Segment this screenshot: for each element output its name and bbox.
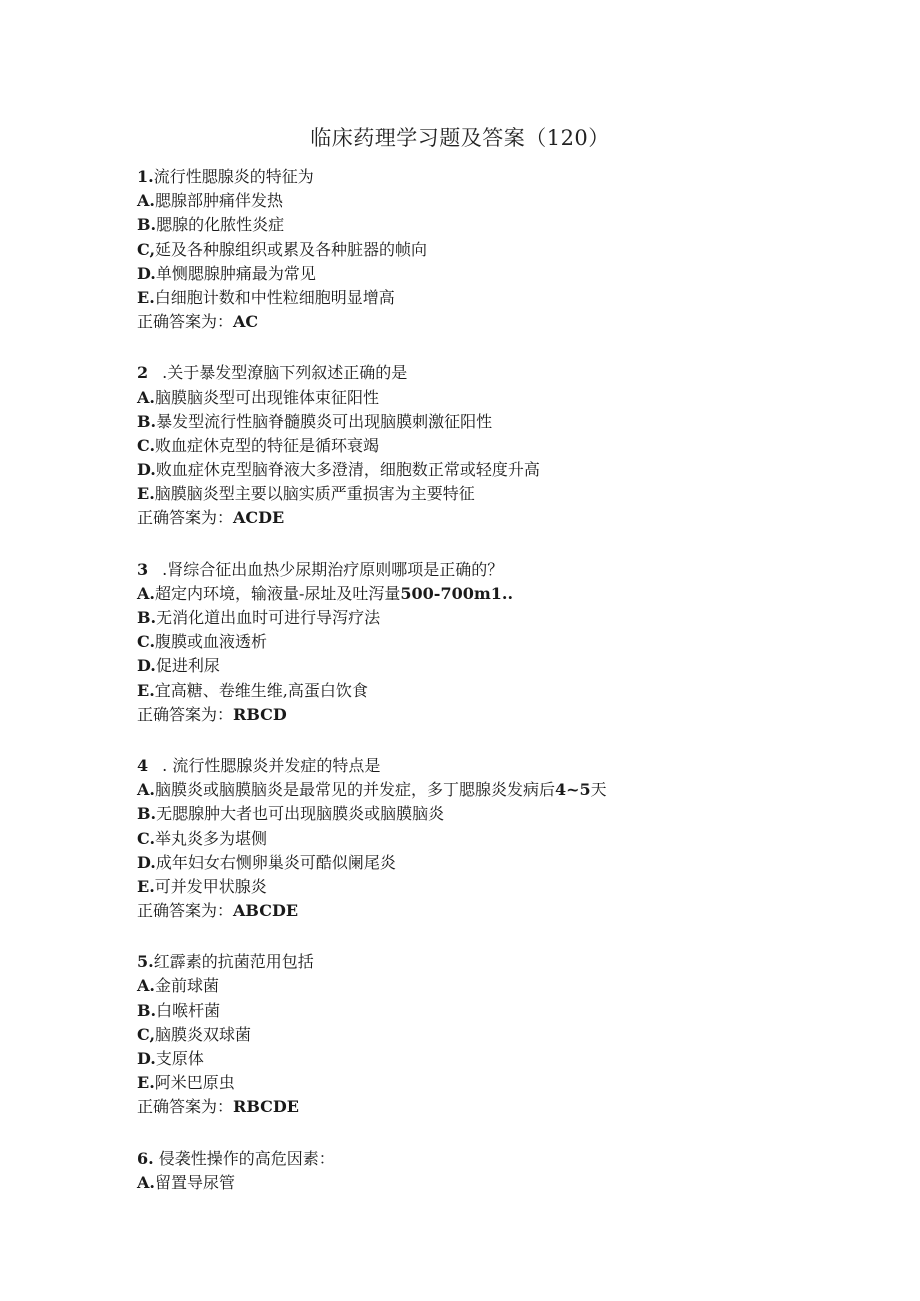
- question-stem: [137, 165, 837, 189]
- option-a: [137, 974, 837, 998]
- option-d: [137, 851, 837, 875]
- option-text: 脑膜炎双球菌: [155, 1024, 252, 1044]
- option-e: [137, 1071, 837, 1095]
- question-stem: [137, 361, 837, 385]
- option-b: [137, 606, 837, 630]
- option-e: [137, 482, 837, 506]
- question-1: [137, 165, 837, 334]
- question-stem: [137, 1147, 837, 1171]
- option-text: 宜高糖、卷维生维,高蛋白饮食: [154, 680, 368, 700]
- option-text: 促进利尿: [155, 656, 220, 676]
- option-text: 留置导尿管: [154, 1172, 235, 1192]
- option-letter: D.: [137, 263, 156, 283]
- option-text: 腹膜或血液透析: [155, 632, 268, 652]
- answer-label: 正确答案为：: [137, 901, 234, 921]
- answer-label: 正确答案为：: [137, 312, 234, 332]
- option-letter: A.: [137, 583, 155, 603]
- option-text: 败血症休克型脑脊液大多澄清，细胞数正常或轻度升高: [155, 460, 540, 480]
- option-c: [137, 1023, 837, 1047]
- answer-line: [137, 310, 837, 334]
- answer-line: [137, 899, 837, 923]
- option-text: 无消化道出血时可进行导泻疗法: [156, 608, 381, 627]
- question-text: 流行性腮腺炎的特征为: [153, 167, 314, 186]
- option-b: [137, 999, 837, 1023]
- question-text: .肾综合征出血热少尿期治疗原则哪项是正确的？: [162, 559, 504, 579]
- answer-line: [137, 506, 837, 530]
- option-b: [137, 802, 837, 826]
- option-letter: A.: [137, 387, 155, 407]
- option-a: [137, 189, 837, 213]
- option-text-tail: 天: [590, 780, 607, 800]
- option-text: 无腮腺肿大者也可出现脑膜炎或脑膜脑炎: [156, 804, 445, 824]
- answer-label: 正确答案为：: [137, 704, 234, 724]
- option-letter: A.: [137, 780, 155, 800]
- option-letter: C,: [137, 239, 156, 259]
- question-number: 5.: [137, 952, 154, 972]
- question-number: 4: [137, 755, 149, 775]
- question-text: 红霹素的抗菌范用包括: [153, 952, 314, 972]
- question-6: [137, 1147, 837, 1195]
- option-a: [137, 1171, 837, 1195]
- answer-line: [137, 1095, 837, 1119]
- option-letter: B.: [137, 1000, 157, 1020]
- option-c: [137, 630, 837, 654]
- option-text-suffix: 4~5: [555, 780, 591, 800]
- option-letter: B.: [137, 608, 157, 627]
- option-e: [137, 679, 837, 703]
- option-d: [137, 458, 837, 482]
- option-letter: A.: [137, 976, 155, 996]
- option-text-suffix: 500-700m1..: [400, 583, 514, 603]
- option-letter: D.: [137, 656, 156, 676]
- option-text: 腮腺部肿痛伴发热: [154, 191, 283, 211]
- question-text: .关于暴发型潦脑下列叙述正确的是: [162, 363, 408, 383]
- option-text: 延及各种腺组织或累及各种脏器的帧向: [155, 239, 428, 259]
- question-number: 2: [137, 363, 149, 383]
- option-d: [137, 262, 837, 286]
- option-letter: E.: [137, 287, 155, 307]
- option-letter: D.: [137, 460, 156, 480]
- answer-value: RBCDE: [233, 1097, 299, 1117]
- answer-value: RBCD: [233, 704, 287, 724]
- option-e: [137, 286, 837, 310]
- option-letter: E.: [137, 876, 155, 896]
- option-letter: B.: [137, 411, 157, 431]
- option-text: 可并发甲状腺炎: [154, 876, 267, 896]
- question-number: 1.: [137, 167, 154, 186]
- answer-label: 正确答案为：: [137, 1097, 234, 1117]
- answer-value: AC: [233, 312, 259, 332]
- question-text: . 流行性腮腺炎并发症的特点是: [162, 755, 381, 775]
- page-title: 临床药理学习题及答案（120）: [310, 126, 610, 150]
- option-text: 白喉杆菌: [156, 1000, 221, 1020]
- option-text: 脑膜炎或脑膜脑炎是最常见的并发症，多丁腮腺炎发病后: [154, 780, 555, 800]
- answer-label: 正确答案为：: [137, 508, 234, 528]
- option-letter: A.: [137, 1172, 155, 1192]
- question-5: [137, 950, 837, 1119]
- answer-line: [137, 703, 837, 727]
- option-letter: E.: [137, 680, 155, 700]
- option-text: 白细胞计数和中性粒细胞明显增高: [154, 287, 395, 307]
- option-b: [137, 410, 837, 434]
- option-text: 败血症休克型的特征是循环衰竭: [155, 435, 380, 455]
- option-letter: C,: [137, 1024, 156, 1044]
- option-letter: C.: [137, 632, 156, 652]
- option-letter: A.: [137, 191, 155, 211]
- question-text: 侵袭性操作的高危因素：: [153, 1148, 335, 1168]
- question-stem: [137, 558, 837, 582]
- option-letter: D.: [137, 1049, 156, 1068]
- option-c: [137, 434, 837, 458]
- option-text: 暴发型流行性脑脊髓膜炎可出现脑膜刺激征阳性: [156, 411, 493, 431]
- option-letter: B.: [137, 215, 157, 235]
- option-text: 金前球菌: [154, 976, 219, 996]
- option-d: [137, 654, 837, 678]
- option-c: [137, 238, 837, 262]
- option-text: 成年妇女右恻卵巢炎可酷似阑尾炎: [155, 852, 396, 872]
- option-e: [137, 875, 837, 899]
- option-letter: E.: [137, 1073, 155, 1093]
- option-a: [137, 778, 837, 802]
- option-b: [137, 213, 837, 237]
- option-text: 超定内环境，输液量-尿址及吐泻量: [154, 583, 401, 603]
- option-a: [137, 386, 837, 410]
- answer-value: ABCDE: [233, 901, 299, 921]
- option-letter: D.: [137, 852, 156, 872]
- option-text: 阿米巴原虫: [154, 1073, 235, 1093]
- option-a: [137, 582, 837, 606]
- option-text: 支原体: [155, 1049, 204, 1068]
- question-number: 6.: [137, 1148, 154, 1168]
- question-2: [137, 361, 837, 530]
- option-letter: E.: [137, 484, 155, 504]
- option-c: [137, 827, 837, 851]
- option-d: [137, 1047, 837, 1071]
- option-text: 举丸炎多为堪侧: [155, 828, 268, 848]
- question-number: 3: [137, 559, 149, 579]
- option-text: 单恻腮腺肿痛最为常见: [155, 263, 316, 283]
- option-text: 腮腺的化脓性炎症: [156, 215, 285, 235]
- answer-value: ACDE: [233, 508, 285, 528]
- question-stem: [137, 950, 837, 974]
- option-text: 脑膜脑炎型可出现锥体束征阳性: [154, 387, 379, 407]
- question-list: [137, 165, 837, 1222]
- option-letter: B.: [137, 804, 157, 824]
- question-stem: [137, 754, 837, 778]
- option-text: 脑膜脑炎型主要以脑实质严重损害为主要特征: [154, 484, 475, 504]
- question-4: [137, 754, 837, 923]
- option-letter: C.: [137, 828, 156, 848]
- question-3: [137, 558, 837, 727]
- option-letter: C.: [137, 435, 156, 455]
